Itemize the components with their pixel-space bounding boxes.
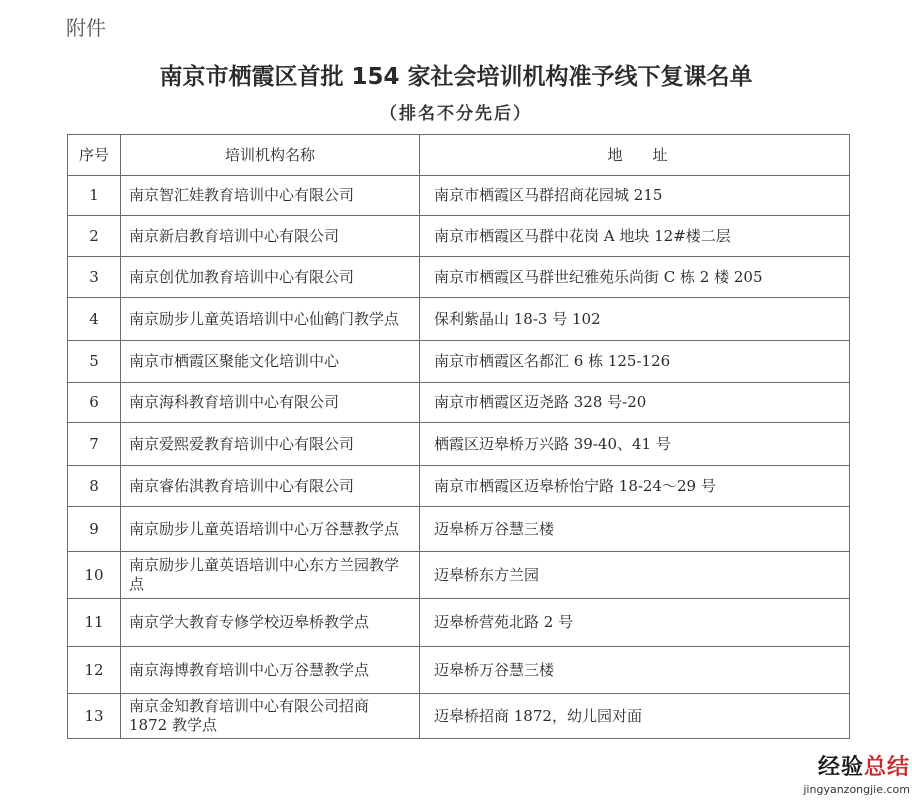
row-institution-name: 南京学大教育专修学校迈皋桥教学点 — [121, 599, 420, 647]
row-serial-number: 10 — [68, 552, 121, 599]
row-institution-name: 南京创优加教育培训中心有限公司 — [121, 257, 420, 298]
row-address: 南京市栖霞区迈尧路 328 号-20 — [420, 383, 850, 423]
row-serial-number: 3 — [68, 257, 121, 298]
row-serial-number: 1 — [68, 176, 121, 216]
row-address: 南京市栖霞区马群世纪雅苑乐尚街 C 栋 2 楼 205 — [420, 257, 850, 298]
table-row — [68, 298, 850, 341]
row-institution-name: 南京市栖霞区聚能文化培训中心 — [121, 341, 420, 383]
row-institution-name: 南京爱熙爱教育培训中心有限公司 — [121, 423, 420, 466]
row-address: 南京市栖霞区马群中花岗 A 地块 12#楼二层 — [420, 216, 850, 257]
table-row — [68, 176, 850, 216]
table-row — [68, 383, 850, 423]
watermark-text-black: 经验 — [817, 755, 864, 780]
table-row — [68, 599, 850, 647]
row-address: 迈皋桥万谷慧三楼 — [420, 647, 850, 694]
row-institution-name: 南京智汇娃教育培训中心有限公司 — [121, 176, 420, 216]
row-serial-number: 5 — [68, 341, 121, 383]
watermark-url: jingyanzongjie.com — [803, 783, 910, 796]
header-address: 地 址 — [420, 135, 850, 176]
row-institution-name: 南京睿佑淇教育培训中心有限公司 — [121, 466, 420, 507]
row-serial-number: 4 — [68, 298, 121, 341]
document-subtitle: （排名不分先后） — [380, 104, 532, 124]
table-row — [68, 423, 850, 466]
row-address: 南京市栖霞区名都汇 6 栋 125-126 — [420, 341, 850, 383]
row-serial-number: 9 — [68, 507, 121, 552]
row-serial-number: 11 — [68, 599, 121, 647]
row-serial-number: 6 — [68, 383, 121, 423]
row-institution-name: 南京励步儿童英语培训中心东方兰园教学点 — [121, 552, 420, 599]
table-header-row — [68, 135, 850, 176]
table-row — [68, 507, 850, 552]
row-address: 迈皋桥东方兰园 — [420, 552, 850, 599]
row-serial-number: 8 — [68, 466, 121, 507]
institution-table — [67, 134, 850, 739]
row-address: 南京市栖霞区迈皋桥怡宁路 18-24～29 号 — [420, 466, 850, 507]
row-serial-number: 7 — [68, 423, 121, 466]
row-institution-name: 南京励步儿童英语培训中心万谷慧教学点 — [121, 507, 420, 552]
row-institution-name: 南京新启教育培训中心有限公司 — [121, 216, 420, 257]
row-serial-number: 13 — [68, 694, 121, 739]
table-row — [68, 257, 850, 298]
watermark-text-red: 总结 — [863, 755, 910, 780]
table-row — [68, 466, 850, 507]
row-address: 迈皋桥招商 1872，幼儿园对面 — [420, 694, 850, 739]
row-address: 迈皋桥营苑北路 2 号 — [420, 599, 850, 647]
row-address: 保利紫晶山 18-3 号 102 — [420, 298, 850, 341]
row-institution-name: 南京励步儿童英语培训中心仙鹤门教学点 — [121, 298, 420, 341]
row-address: 南京市栖霞区马群招商花园城 215 — [420, 176, 850, 216]
row-address: 栖霞区迈皋桥万兴路 39-40、41 号 — [420, 423, 850, 466]
watermark-logo-text — [794, 750, 910, 781]
table-row — [68, 694, 850, 739]
site-watermark — [794, 750, 910, 796]
document-title: 南京市栖霞区首批 154 家社会培训机构准予线下复课名单 — [159, 64, 753, 90]
table-row — [68, 552, 850, 599]
row-institution-name: 南京海博教育培训中心万谷慧教学点 — [121, 647, 420, 694]
table-row — [68, 647, 850, 694]
row-serial-number: 2 — [68, 216, 121, 257]
header-institution-name: 培训机构名称 — [121, 135, 420, 176]
row-institution-name: 南京海科教育培训中心有限公司 — [121, 383, 420, 423]
header-serial-number: 序号 — [68, 135, 121, 176]
row-serial-number: 12 — [68, 647, 121, 694]
table-row — [68, 341, 850, 383]
row-address: 迈皋桥万谷慧三楼 — [420, 507, 850, 552]
row-institution-name: 南京金知教育培训中心有限公司招商 1872 教学点 — [121, 694, 420, 739]
attachment-label: 附件 — [66, 16, 106, 40]
table-row — [68, 216, 850, 257]
